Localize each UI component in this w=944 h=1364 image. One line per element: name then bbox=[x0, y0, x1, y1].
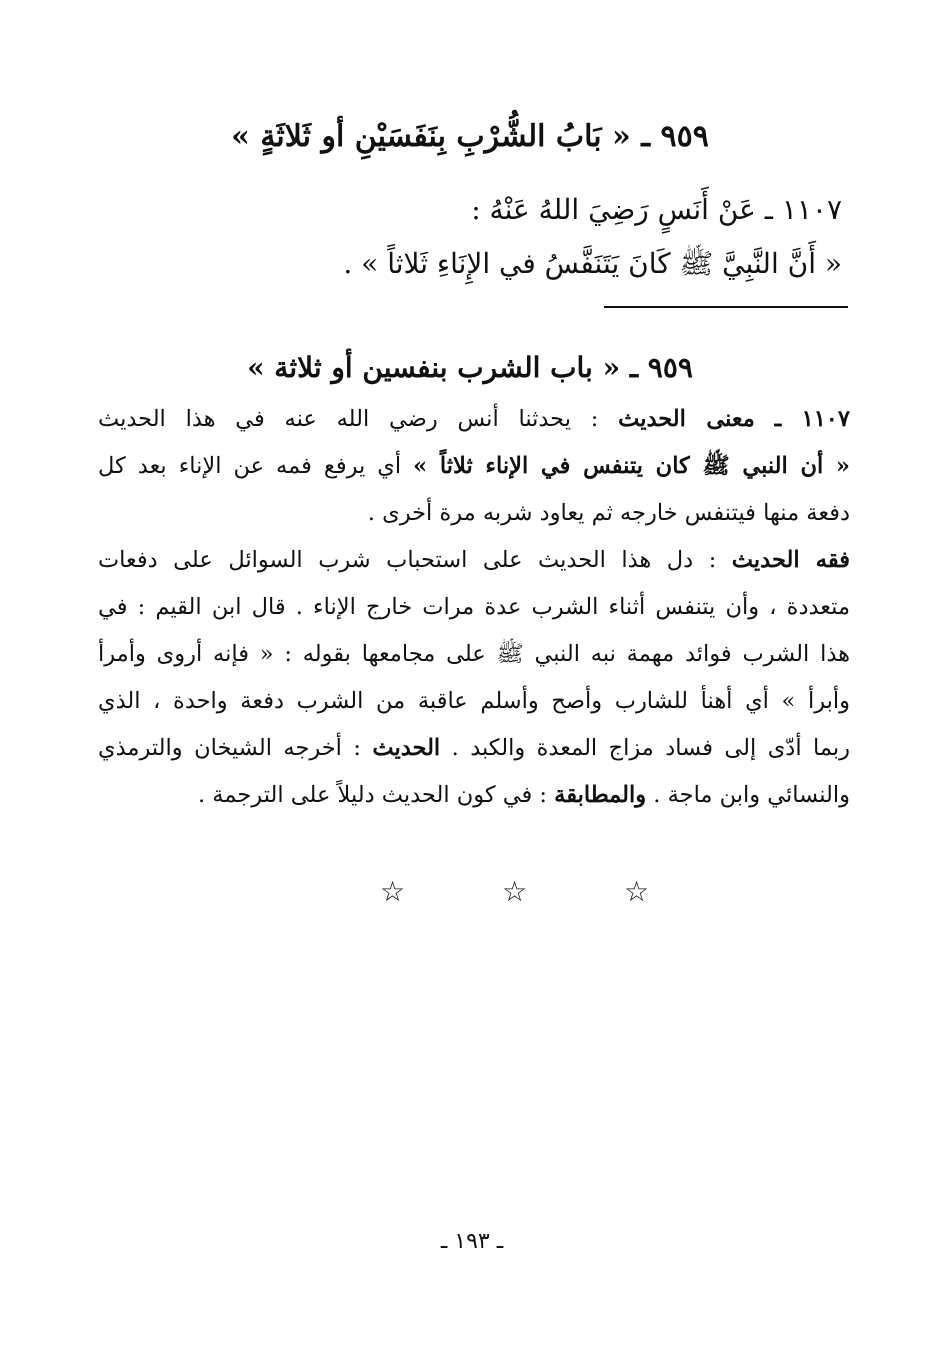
mutabaqa-text: : في كون الحديث دليلاً على الترجمة . bbox=[198, 782, 547, 808]
commentary-body bbox=[98, 396, 850, 819]
section-separator-stars: ☆ ☆ ☆ bbox=[380, 875, 694, 908]
mutabaqa-label: والمطابقة bbox=[554, 782, 647, 808]
hadith-number-narrator: ١١٠٧ ـ عَنْ أَنَسٍ رَضِيَ اللهُ عَنْهُ : bbox=[471, 193, 842, 226]
commentary-heading: ٩٥٩ ـ « باب الشرب بنفسين أو ثلاثة » bbox=[247, 351, 693, 384]
fiqh-line1-text: : دل هذا الحديث على استحباب شرب السوائل على دفعات bbox=[98, 547, 717, 573]
hadith-number: ١١٠٧ ـ bbox=[774, 406, 850, 432]
fiqh-line6-text: والنسائي وابن ماجة . bbox=[653, 782, 850, 808]
commentary-line-9 bbox=[98, 772, 850, 819]
commentary-line-5: متعددة ، وأن يتنفس أثناء الشرب عدة مرات خارج الإناء . قال ابن القيم : في bbox=[98, 594, 850, 620]
takhrij-text: : أخرجه الشيخان والترمذي bbox=[98, 735, 361, 761]
commentary-line-4 bbox=[98, 537, 850, 584]
hadith-label: الحديث bbox=[372, 735, 441, 761]
commentary-line-8 bbox=[98, 725, 850, 772]
fiqh-label: فقه الحديث bbox=[731, 547, 850, 573]
meaning-line2-text: أي يرفع فمه عن الإناء بعد كل bbox=[98, 453, 402, 479]
quoted-hadith: « أن النبي ﷺ كان يتنفس في الإناء ثلاثاً » bbox=[413, 453, 850, 479]
commentary-line-1 bbox=[98, 396, 850, 443]
commentary-line-6: هذا الشرب فوائد مهمة نبه النبي ﷺ على مجامعها بقوله : « فإنه أروى وأمرأ bbox=[98, 641, 850, 667]
commentary-line-7: وأبرأ » أي أهنأ للشارب وأصح وأسلم عاقبة من الشرب دفعة واحدة ، الذي bbox=[98, 688, 850, 714]
commentary-line-3: دفعة منها فيتنفس خارجه ثم يعاود شربه مرة أخرى . bbox=[367, 500, 850, 526]
hadith-text: « أَنَّ النَّبِيَّ ﷺ كَانَ يَتَنَفَّسُ في الإِنَاءِ ثَلاثاً » . bbox=[343, 247, 842, 280]
section-divider bbox=[604, 306, 848, 308]
page-number: ـ ١٩٣ ـ bbox=[440, 1229, 504, 1254]
chapter-heading: ٩٥٩ ـ « بَابُ الشُّرْبِ بِنَفَسَيْنِ أو ثَلاثَةٍ » bbox=[231, 119, 709, 154]
fiqh-line5-text: ربما أدّى إلى فساد مزاج المعدة والكبد . bbox=[451, 735, 851, 761]
meaning-line1-text: : يحدثنا أنس رضي الله عنه في هذا الحديث bbox=[98, 406, 599, 432]
meaning-label: معنى الحديث bbox=[618, 406, 755, 432]
commentary-line-2 bbox=[98, 443, 850, 490]
